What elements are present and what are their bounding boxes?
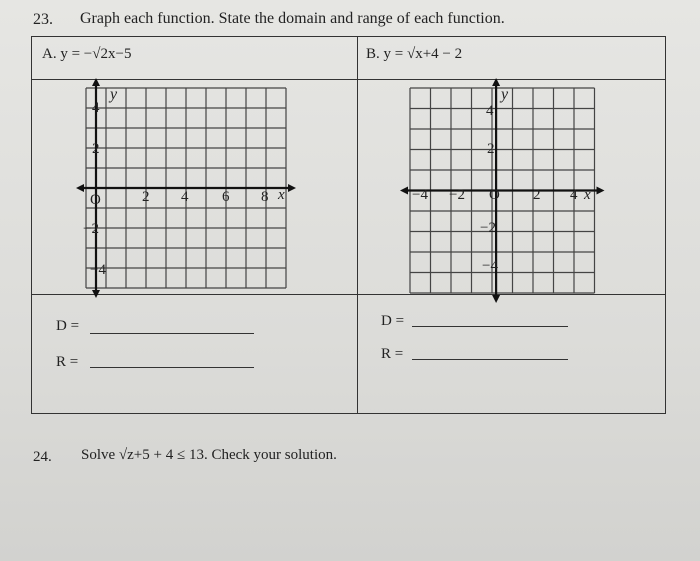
b-domain-label: D = — [381, 313, 405, 329]
graph-b-x-arrow-right — [597, 187, 605, 195]
graph-b-origin: O — [489, 187, 500, 203]
graph-a-y-tick: −4 — [90, 262, 106, 278]
a-range-label: R = — [56, 354, 79, 370]
b-range-answer-line[interactable] — [412, 359, 568, 360]
b-range-label: R = — [381, 346, 404, 362]
graph-a-y-label: y — [110, 86, 118, 103]
graph-b-x-tick: 2 — [533, 187, 541, 203]
a-domain-answer-line[interactable] — [90, 333, 254, 334]
graph-a-y-tick: 4 — [92, 100, 100, 116]
graph-a-x-tick: 2 — [142, 189, 150, 205]
graph-a-x-tick: 8 — [261, 189, 269, 205]
graph-b-y-tick: 2 — [487, 141, 495, 157]
problem-24-text: Solve √z+5 + 4 ≤ 13. Check your solution. — [81, 447, 337, 463]
graph-b-y-tick: 4 — [486, 103, 494, 119]
graph-b-x-label: x — [584, 187, 591, 203]
a-range-answer-line[interactable] — [90, 367, 254, 368]
graph-a-x-label: x — [278, 187, 285, 203]
problem-23-number: 23. — [33, 11, 53, 28]
graph-b-y-tick: −2 — [480, 220, 496, 236]
a-domain-label: D = — [56, 318, 80, 334]
graph-b-y-tick: −4 — [482, 258, 498, 274]
graph-b-x-tick: 4 — [570, 187, 578, 203]
graph-a-y-tick: 2 — [92, 141, 100, 157]
graph-b-y-arrow-down — [492, 295, 500, 303]
graph-b-x-tick: −4 — [412, 187, 428, 203]
function-b-label: B. y = √x+4 − 2 — [366, 46, 463, 62]
graph-b-y-label: y — [501, 86, 509, 103]
graph-a-x-tick: 4 — [181, 189, 189, 205]
graph-a-origin: O — [90, 192, 101, 208]
problem-23-instruction: Graph each function. State the domain and range of each function. — [80, 10, 505, 27]
function-a-label: A. y = −√2x−5 — [42, 46, 132, 62]
graph-a-x-tick: 6 — [222, 189, 230, 205]
graph-b-x-arrow-left — [400, 187, 408, 195]
b-domain-answer-line[interactable] — [412, 326, 568, 327]
problem-24-number: 24. — [33, 449, 52, 465]
graph-b-x-tick: −2 — [449, 187, 465, 203]
graph-b-y-arrow-up — [492, 78, 500, 86]
graph-a-y-tick: −2 — [83, 221, 99, 237]
